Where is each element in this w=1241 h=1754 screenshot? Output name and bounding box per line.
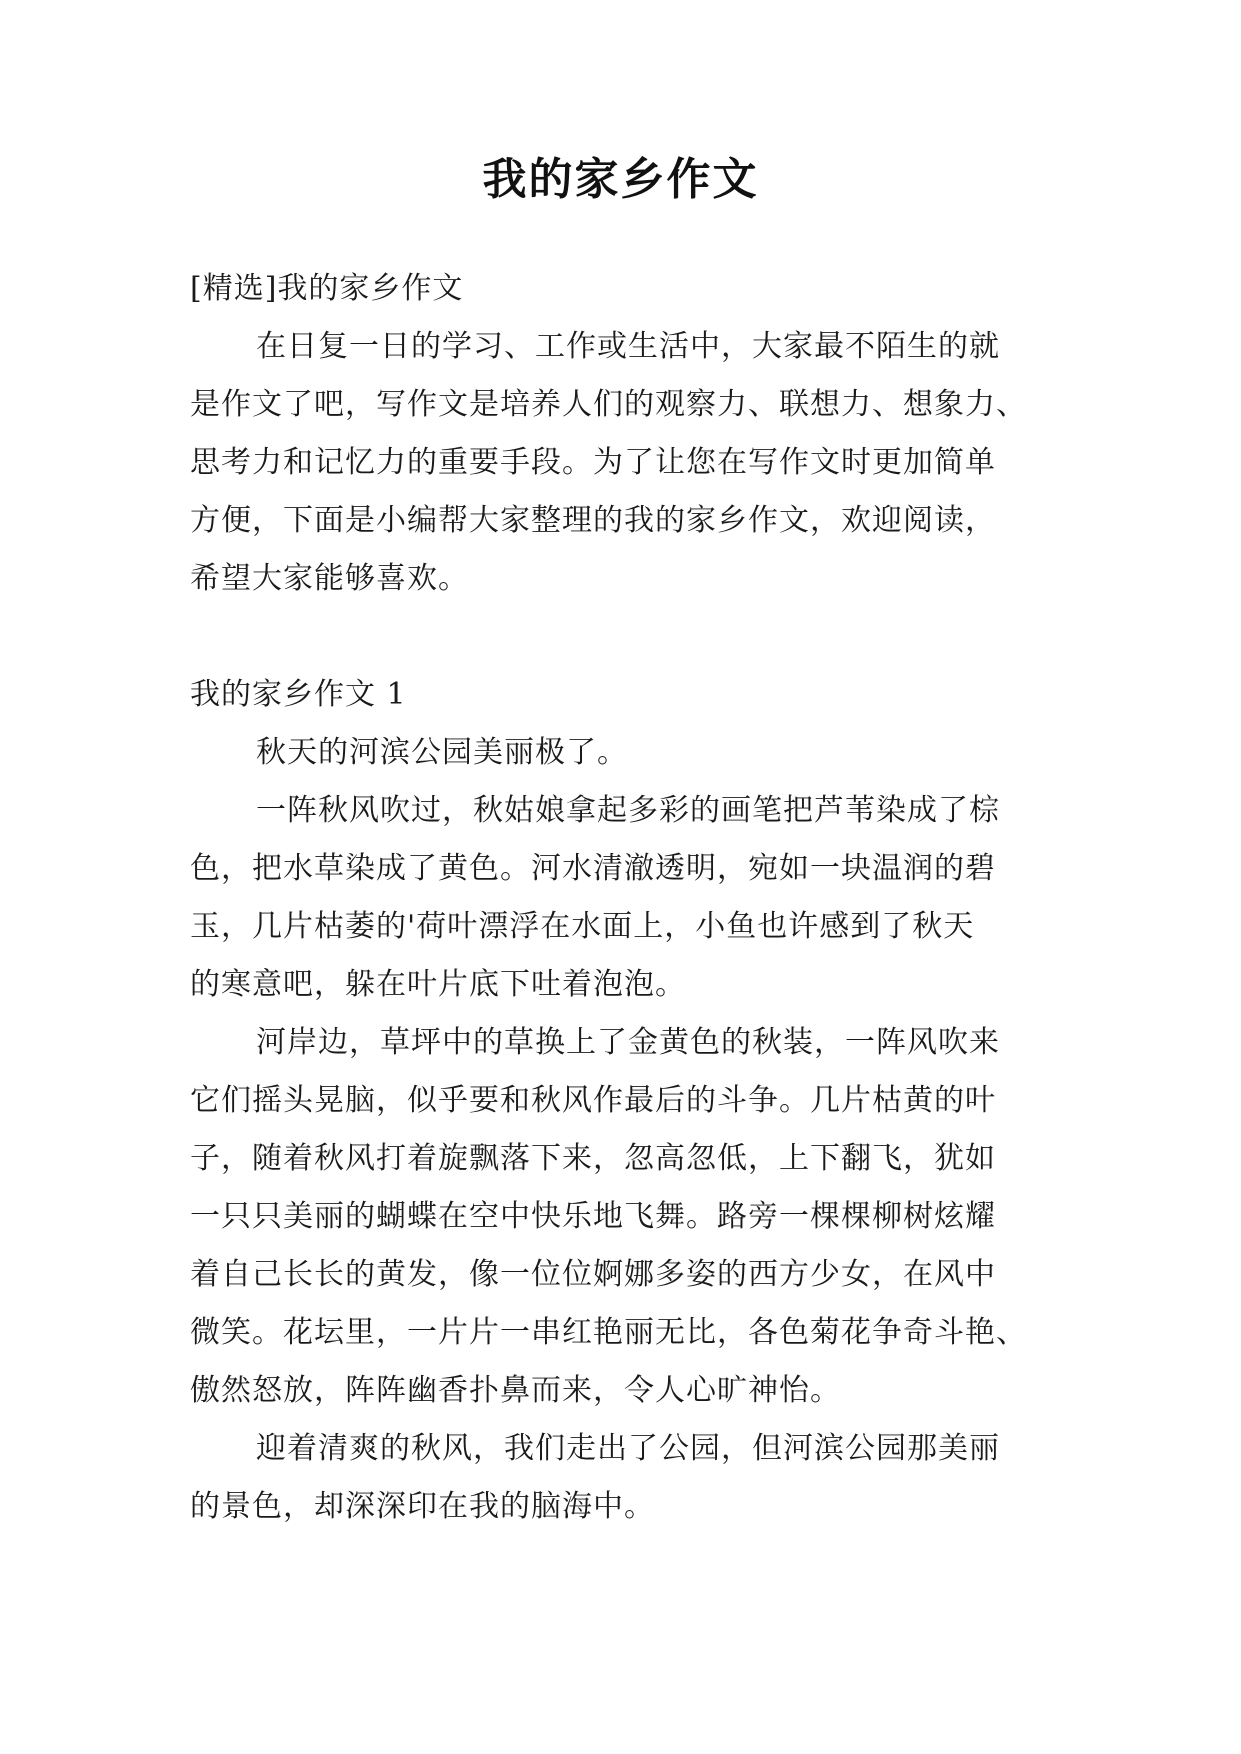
intro-paragraph — [190, 318, 1070, 608]
paragraph-line: 色，把水草染成了黄色。河水清澈透明，宛如一块温润的碧 — [190, 851, 996, 886]
intro-heading: [精选]我的家乡作文 — [190, 271, 464, 306]
document-body — [190, 260, 1070, 1536]
paragraph-spacer — [190, 608, 1070, 666]
paragraph-line: 着自己长长的黄发，像一位位婀娜多姿的西方少女，在风中 — [190, 1257, 996, 1292]
paragraph-line: 它们摇头晃脑，似乎要和秋风作最后的斗争。几片枯黄的叶 — [190, 1083, 996, 1118]
intro-line: 思考力和记忆力的重要手段。为了让您在写作文时更加简单 — [190, 445, 996, 480]
paragraph-line: 玉，几片枯萎的'荷叶漂浮在水面上，小鱼也许感到了秋天 — [190, 909, 975, 944]
intro-line: 是作文了吧，写作文是培养人们的观察力、联想力、想象力、 — [190, 387, 1027, 422]
paragraph-2 — [190, 782, 1070, 1014]
paragraph-line: 微笑。花坛里，一片片一串红艳丽无比，各色菊花争奇斗艳、 — [190, 1315, 1027, 1350]
paragraph-line: 的景色，却深深印在我的脑海中。 — [190, 1489, 655, 1524]
paragraph-1 — [190, 724, 1070, 782]
intro-line: 方便，下面是小编帮大家整理的我的家乡作文，欢迎阅读， — [190, 503, 996, 538]
intro-line: 希望大家能够喜欢。 — [190, 561, 469, 596]
section-heading: 我的家乡作文 1 — [190, 677, 407, 712]
paragraph-line: 河岸边，草坪中的草换上了金黄色的秋装，一阵风吹来 — [256, 1025, 1000, 1060]
paragraph-line: 子，随着秋风打着旋飘落下来，忽高忽低，上下翻飞，犹如 — [190, 1141, 996, 1176]
paragraph-line: 一阵秋风吹过，秋姑娘拿起多彩的画笔把芦苇染成了棕 — [256, 793, 1000, 828]
intro-line: 在日复一日的学习、工作或生活中，大家最不陌生的就 — [256, 329, 1000, 364]
paragraph-3 — [190, 1014, 1070, 1420]
paragraph-line: 迎着清爽的秋风，我们走出了公园，但河滨公园那美丽 — [256, 1431, 1000, 1466]
paragraph-line: 秋天的河滨公园美丽极了。 — [256, 735, 628, 770]
paragraph-4 — [190, 1420, 1070, 1536]
paragraph-line: 一只只美丽的蝴蝶在空中快乐地飞舞。路旁一棵棵柳树炫耀 — [190, 1199, 996, 1234]
paragraph-line: 的寒意吧，躲在叶片底下吐着泡泡。 — [190, 967, 686, 1002]
paragraph-line: 傲然怒放，阵阵幽香扑鼻而来，令人心旷神怡。 — [190, 1373, 841, 1408]
document-title: 我的家乡作文 — [482, 154, 759, 205]
